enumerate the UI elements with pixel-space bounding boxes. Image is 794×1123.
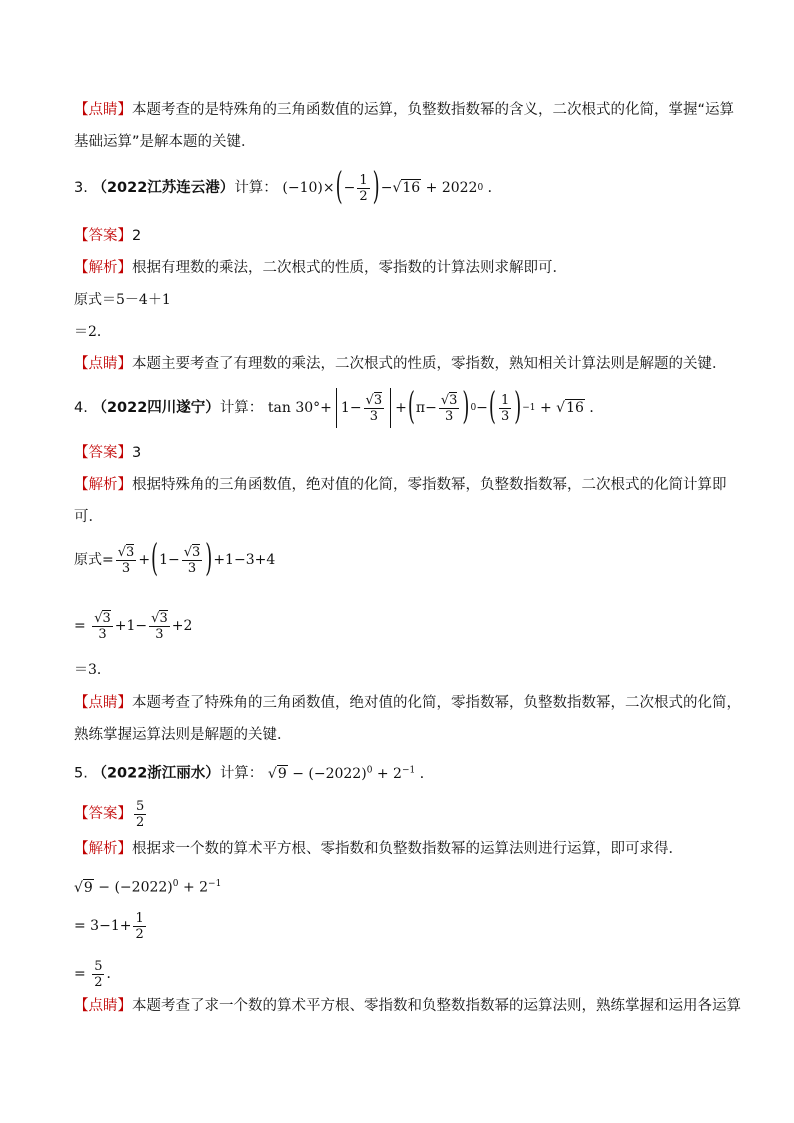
analysis-text: 根据求一个数的算术平方根、零指数和负整数指数幂的运算法则进行运算，即可求得． <box>132 841 683 857</box>
comment-text: 本题考查了特殊角的三角函数值，绝对值的化简，零指数幂，负整数指数幂，二次根式的化简， <box>132 695 741 711</box>
question-prompt: 计算： <box>234 180 278 196</box>
comment-line <box>74 725 734 745</box>
answer-line <box>74 226 734 246</box>
answer-value: 3 <box>132 445 142 461</box>
comment-line <box>74 693 741 713</box>
comment-text: 基础运算”是解本题的关键． <box>74 134 256 150</box>
comment-tag: 【点睛】 <box>74 356 132 372</box>
analysis-text: 可． <box>74 509 103 525</box>
comment-text: 熟练掌握运算法则是解题的关键． <box>74 727 292 743</box>
comment-tag: 【点睛】 <box>74 998 132 1014</box>
analysis-tag: 【解析】 <box>74 477 132 493</box>
comment-line <box>74 132 734 152</box>
solution-step: ＝3． <box>74 662 111 678</box>
question-number: 4. <box>74 400 88 416</box>
question-expression: tan 30°+ 1− $\frac{√3}{3}$ + ( π− $\frac{√3}{3}$ ) 0 − ( $\frac{1}{3}$ ) −1 + √16 ． <box>267 384 604 429</box>
analysis-line <box>74 839 734 859</box>
analysis-text: 根据有理数的乘法，二次根式的性质，零指数的计算法则求解即可． <box>132 260 567 276</box>
answer-tag: 【答案】 <box>74 806 132 822</box>
question-3 <box>74 164 734 209</box>
answer-value: 2 <box>132 228 142 244</box>
question-prompt: 计算： <box>219 765 264 782</box>
question-expression: (−10)× ( − $\frac{1}{2}$ ) − √16 + 2022 0 ． <box>282 164 502 209</box>
question-5 <box>74 760 734 784</box>
question-number: 3. <box>74 180 88 196</box>
question-4 <box>74 386 734 430</box>
comment-tag: 【点睛】 <box>74 695 132 711</box>
analysis-tag: 【解析】 <box>74 841 132 857</box>
comment-line <box>74 100 734 120</box>
solution-step: ＝2． <box>74 324 111 340</box>
question-expression: $√9 - (-2022)^0 + 2^{-1}$ ． <box>267 765 434 782</box>
analysis-text: 根据特殊角的三角函数值，绝对值的化简，零指数幂，负整数指数幂，二次根式的化简计算即 <box>132 477 727 493</box>
solution-step: = $\frac{√3}{3}$ +1− $\frac{√3}{3}$ +2 <box>74 610 193 642</box>
analysis-tag: 【解析】 <box>74 260 132 276</box>
question-number: 5. <box>74 765 88 782</box>
answer-line <box>74 792 734 836</box>
analysis-line <box>74 507 734 527</box>
solution-step: $√9 - (-2022)^0 + 2^{-1}$ <box>74 879 222 896</box>
comment-line <box>74 996 741 1016</box>
question-prompt: 计算： <box>219 400 264 416</box>
analysis-line <box>74 258 734 278</box>
comment-text: 本题主要考查了有理数的乘法，二次根式的性质，零指数，熟知相关计算法则是解题的关键． <box>132 356 727 372</box>
answer-value: $\frac{5}{2}$ <box>136 798 145 830</box>
comment-text: 本题考查的是特殊角的三角函数值的运算，负整数指数幂的含义，二次根式的化简，掌握“运算 <box>132 102 735 118</box>
comment-line <box>74 354 734 374</box>
solution-step: 原式 = $\frac{√3}{3}$ + ( 1− $\frac{√3}{3}$ ) +1−3+4 <box>74 536 276 581</box>
solution-step: = $\frac{5}{2}$ ． <box>74 958 121 990</box>
solution-step: 原式＝5－4＋1 <box>74 292 171 308</box>
answer-line <box>74 443 734 463</box>
answer-tag: 【答案】 <box>74 228 132 244</box>
analysis-line <box>74 475 734 495</box>
question-source: （2022江苏连云港） <box>92 180 235 196</box>
solution-step: = 3−1+ $\frac{1}{2}$ <box>74 910 144 942</box>
comment-tag: 【点睛】 <box>74 102 132 118</box>
answer-tag: 【答案】 <box>74 445 132 461</box>
question-source: （2022浙江丽水） <box>92 765 220 782</box>
comment-text: 本题考查了求一个数的算术平方根、零指数和负整数指数幂的运算法则，熟练掌握和运用各运算 <box>132 998 741 1014</box>
question-source: （2022四川遂宁） <box>92 400 220 416</box>
